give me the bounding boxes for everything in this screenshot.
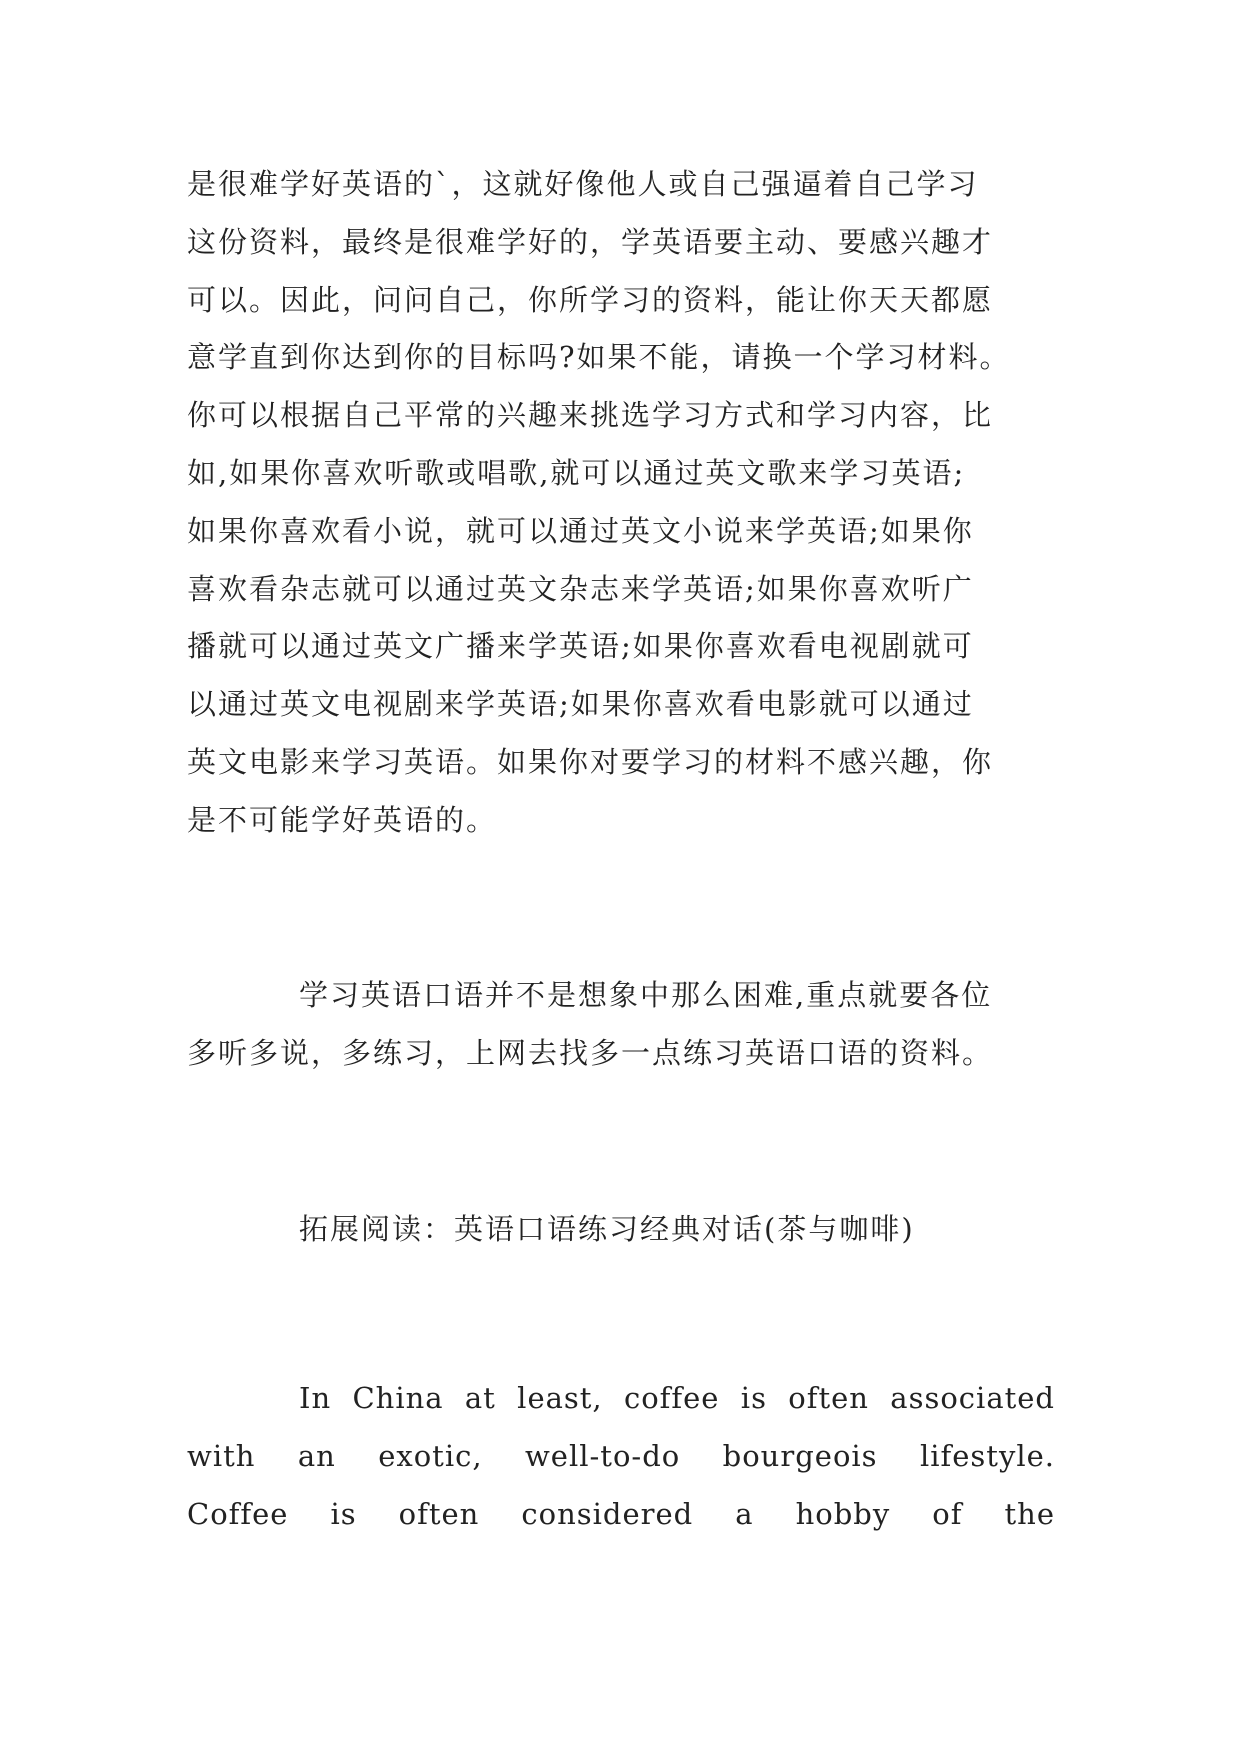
paragraph-line: Coffee is often considered a hobby of the <box>187 1496 1055 1531</box>
paragraph-line: 是很难学好英语的`，这就好像他人或自己强逼着自己学习 <box>187 167 979 201</box>
paragraph-line: 是不可能学好英语的。 <box>187 802 498 837</box>
paragraph-line: 以通过英文电视剧来学英语;如果你喜欢看电影就可以通过 <box>187 687 974 722</box>
paragraph-coffee-english <box>187 1370 1055 1543</box>
paragraph-line: 如,如果你喜欢听歌或唱歌,就可以通过英文歌来学习英语; <box>187 455 966 490</box>
paragraph-line: 多听多说，多练习，上网去找多一点练习英语口语的资料。 <box>187 1035 994 1070</box>
paragraph-line: 可以。因此，问问自己，你所学习的资料，能让你天天都愿 <box>187 282 994 317</box>
paragraph-oral-practice <box>187 967 1055 1083</box>
paragraph-line: 播就可以通过英文广播来学英语;如果你喜欢看电视剧就可 <box>187 629 974 664</box>
section-heading <box>299 1201 915 1259</box>
paragraph-line: 学习英语口语并不是想象中那么困难,重点就要各位 <box>299 978 993 1012</box>
paragraph-line: 你可以根据自己平常的兴趣来挑选学习方式和学习内容，比 <box>187 398 994 433</box>
paragraph-line: 这份资料，最终是很难学好的，学英语要主动、要感兴趣才 <box>187 224 994 259</box>
paragraph-line: 英文电影来学习英语。如果你对要学习的材料不感兴趣，你 <box>187 744 994 779</box>
paragraph-line: 意学直到你达到你的目标吗?如果不能，请换一个学习材料。 <box>187 340 1011 375</box>
paragraph-learning-materials <box>187 156 1055 850</box>
paragraph-line: with an exotic, well-to-do bourgeois lifestyle. <box>187 1438 1055 1473</box>
paragraph-line: 如果你喜欢看小说，就可以通过英文小说来学英语;如果你 <box>187 513 974 548</box>
paragraph-line: In China at least, coffee is often associated <box>299 1381 1055 1415</box>
paragraph-line: 喜欢看杂志就可以通过英文杂志来学英语;如果你喜欢听广 <box>187 571 974 606</box>
heading-text: 拓展阅读：英语口语练习经典对话(茶与咖啡) <box>299 1212 915 1246</box>
